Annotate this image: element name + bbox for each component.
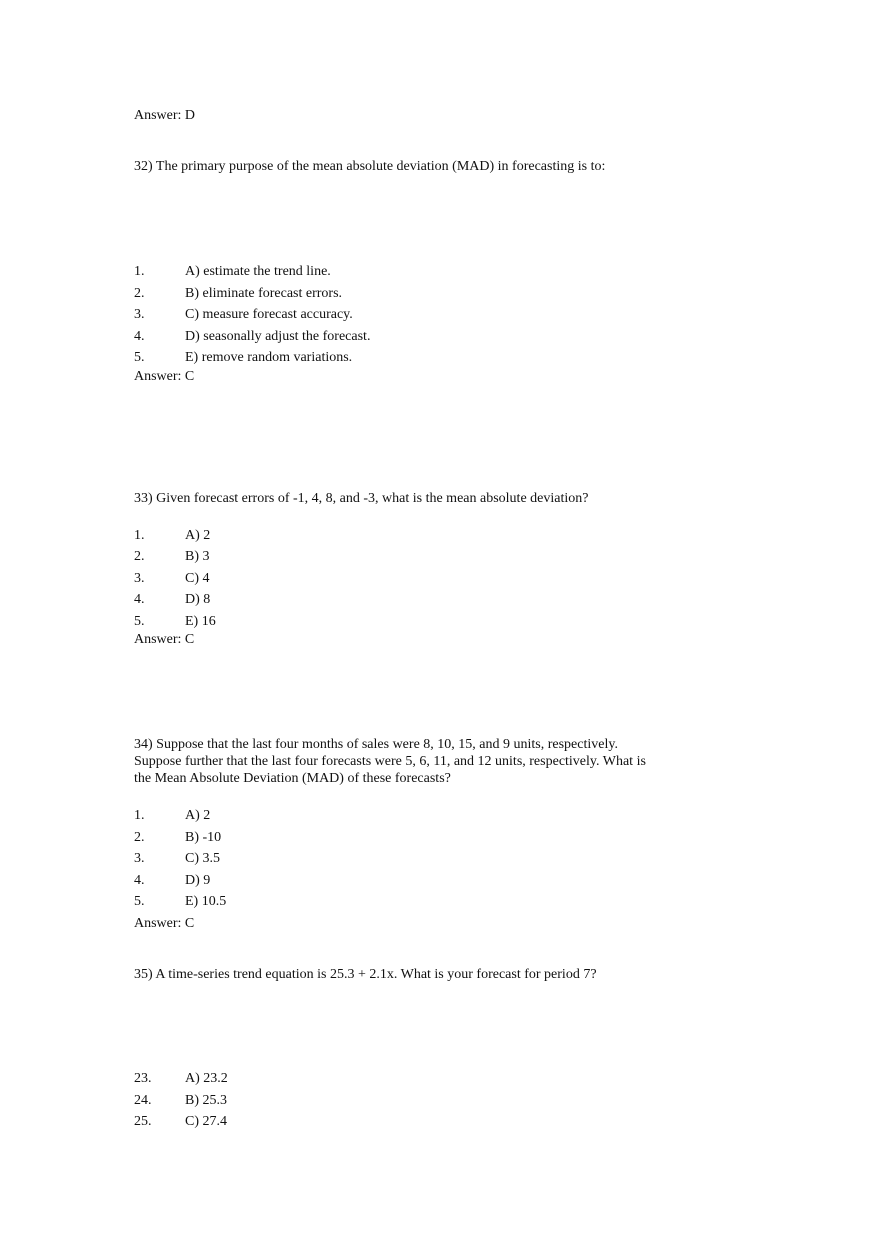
option-number: 25. — [134, 1114, 152, 1129]
option-number: 24. — [134, 1093, 152, 1108]
question-34-line-3: the Mean Absolute Deviation (MAD) of these forecasts? — [134, 771, 451, 786]
option-number: 3. — [134, 307, 145, 322]
option-text: D) 8 — [185, 592, 211, 607]
option-number: 2. — [134, 830, 145, 845]
option-text: C) 27.4 — [185, 1114, 227, 1129]
option-text: E) remove random variations. — [185, 350, 353, 365]
option-number: 4. — [134, 873, 145, 888]
option-text: A) estimate the trend line. — [185, 264, 331, 279]
option-number: 5. — [134, 894, 145, 909]
answer-32: Answer: C — [134, 369, 195, 384]
option-text: D) seasonally adjust the forecast. — [185, 329, 371, 344]
option-text: B) 25.3 — [185, 1093, 227, 1108]
option-text: C) measure forecast accuracy. — [185, 307, 353, 322]
option-text: E) 10.5 — [185, 894, 227, 909]
option-text: C) 4 — [185, 571, 210, 586]
option-text: D) 9 — [185, 873, 211, 888]
option-number: 2. — [134, 286, 145, 301]
option-text: B) 3 — [185, 549, 210, 564]
answer-31: Answer: D — [134, 108, 196, 123]
question-35: 35) A time-series trend equation is 25.3 + 2.1x. What is your forecast for period 7? — [134, 967, 597, 982]
option-text: E) 16 — [185, 614, 216, 629]
question-33: 33) Given forecast errors of -1, 4, 8, and -3, what is the mean absolute deviation? — [134, 491, 589, 506]
option-number: 1. — [134, 528, 145, 543]
option-number: 1. — [134, 808, 145, 823]
option-number: 5. — [134, 350, 145, 365]
question-34-line-1: 34) Suppose that the last four months of sales were 8, 10, 15, and 9 units, respectively. — [134, 737, 618, 752]
answer-33: Answer: C — [134, 632, 195, 647]
option-number: 5. — [134, 614, 145, 629]
option-text: A) 23.2 — [185, 1071, 228, 1086]
option-text: B) -10 — [185, 830, 222, 845]
option-number: 4. — [134, 592, 145, 607]
option-text: A) 2 — [185, 528, 211, 543]
option-number: 4. — [134, 329, 145, 344]
answer-34: Answer: C — [134, 916, 195, 931]
option-number: 3. — [134, 851, 145, 866]
option-number: 2. — [134, 549, 145, 564]
option-text: C) 3.5 — [185, 851, 220, 866]
option-text: A) 2 — [185, 808, 211, 823]
option-number: 1. — [134, 264, 145, 279]
option-number: 3. — [134, 571, 145, 586]
question-32: 32) The primary purpose of the mean absolute deviation (MAD) in forecasting is to: — [134, 159, 606, 174]
option-number: 23. — [134, 1071, 152, 1086]
question-34-line-2: Suppose further that the last four forecasts were 5, 6, 11, and 12 units, respectively. What is — [134, 754, 646, 769]
option-text: B) eliminate forecast errors. — [185, 286, 343, 301]
